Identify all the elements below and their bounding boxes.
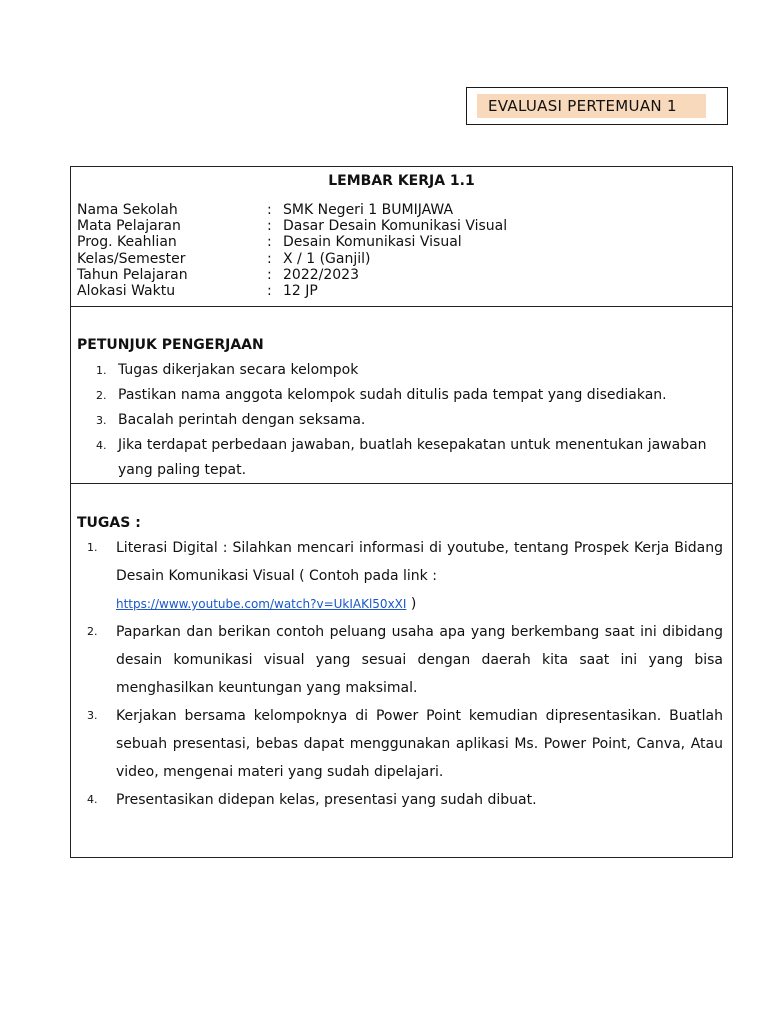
info-value: 12 JP: [283, 282, 318, 299]
item-number: 2.: [96, 389, 107, 402]
link-suffix: ): [406, 596, 417, 612]
item-text: Paparkan dan berikan contoh peluang usaha apa yang berkembang saat ini dibidang desain komunikasi visual yang sesuai dengan daerah kita saat ini yang bisa menghasilkan keuntungan yang maksimal.: [116, 624, 723, 696]
item-number: 3.: [87, 709, 98, 722]
item-text: Bacalah perintah dengan seksama.: [118, 412, 366, 428]
task-item: [87, 702, 723, 786]
info-separator: :: [267, 202, 272, 218]
tasks-list: [87, 534, 723, 814]
instruction-item: [87, 383, 715, 408]
item-text: Presentasikan didepan kelas, presentasi yang sudah dibuat.: [116, 792, 537, 808]
item-number: 4.: [96, 439, 107, 452]
task-item: [87, 618, 723, 702]
section-divider: [71, 306, 732, 307]
info-separator: :: [267, 282, 272, 299]
item-number: 4.: [87, 793, 98, 806]
info-label: Mata Pelajaran: [77, 218, 181, 235]
task-item: [87, 786, 723, 814]
instruction-item: [87, 408, 715, 433]
item-number: 1.: [96, 364, 107, 377]
worksheet-table: [70, 166, 733, 858]
item-text: Jika terdapat perbedaan jawaban, buatlah kesepakatan untuk menentukan jawaban yang paling tepat.: [118, 437, 707, 478]
info-value: 2022/2023: [283, 266, 359, 283]
info-separator: :: [267, 218, 272, 235]
item-text: Kerjakan bersama kelompoknya di Power Point kemudian dipresentasikan. Buatlah sebuah presentasi, bebas dapat menggunakan aplikasi Ms. Power Point, Canva, Atau video, mengenai materi yang sudah dipelajari.: [116, 708, 723, 780]
instructions-list: [87, 358, 715, 483]
instruction-item: [87, 358, 715, 383]
youtube-link[interactable]: https://www.youtube.com/watch?v=UkIAKl50xXI: [116, 597, 407, 611]
item-number: 3.: [96, 414, 107, 427]
tasks-heading: TUGAS :: [77, 515, 141, 531]
section-divider: [71, 483, 732, 484]
info-separator: :: [267, 266, 272, 283]
info-value: SMK Negeri 1 BUMIJAWA: [283, 202, 454, 218]
item-text: Tugas dikerjakan secara kelompok: [118, 362, 359, 378]
evaluation-badge-label: EVALUASI PERTEMUAN 1: [477, 94, 706, 118]
info-separator: :: [267, 234, 272, 251]
instruction-item: [87, 433, 715, 483]
item-text: Pastikan nama anggota kelompok sudah ditulis pada tempat yang disediakan.: [118, 387, 667, 403]
info-value: Dasar Desain Komunikasi Visual: [283, 218, 508, 235]
info-separator: :: [267, 250, 272, 267]
item-number: 2.: [87, 625, 98, 638]
info-value: Desain Komunikasi Visual: [283, 234, 462, 251]
info-value: X / 1 (Ganjil): [283, 250, 371, 267]
worksheet-title: LEMBAR KERJA 1.1: [328, 173, 475, 189]
evaluation-badge: [466, 87, 728, 125]
task-item: [87, 534, 723, 618]
item-text: Literasi Digital : Silahkan mencari informasi di youtube, tentang Prospek Kerja Bidang Desain Komunikasi Visual ( Contoh pada link :: [116, 540, 723, 584]
item-number: 1.: [87, 541, 98, 554]
info-label: Nama Sekolah: [77, 202, 178, 218]
instructions-heading: PETUNJUK PENGERJAAN: [77, 337, 264, 353]
info-label: Alokasi Waktu: [77, 282, 176, 299]
info-label: Kelas/Semester: [77, 250, 186, 267]
info-label: Prog. Keahlian: [77, 234, 177, 251]
info-label: Tahun Pelajaran: [77, 266, 188, 283]
